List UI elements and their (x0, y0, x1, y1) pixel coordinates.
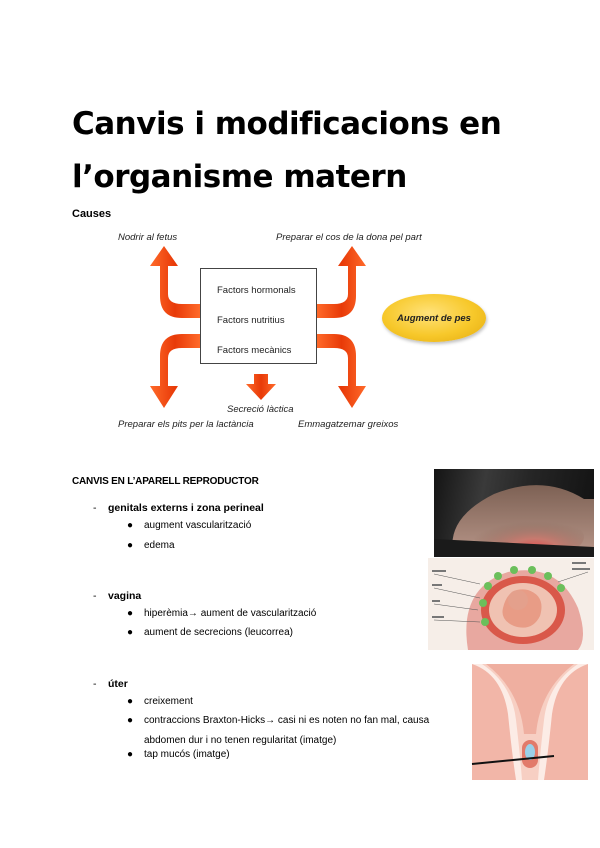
bullet: ● (127, 749, 134, 760)
bullet: ● (127, 715, 134, 726)
bullet: ● (127, 627, 134, 638)
dash-marker: - (93, 678, 97, 690)
factor-nutritius: Factors nutritius (217, 315, 285, 326)
bullet: ● (127, 696, 134, 707)
label-emmagatzemar: Emmagatzemar greixos (298, 419, 399, 430)
list-item: aument de secrecions (leucorrea) (144, 627, 293, 638)
augment-de-pes-ellipse: Augment de pes (382, 294, 486, 342)
factors-box (200, 268, 317, 364)
arrow-down-center (246, 374, 276, 400)
arrow-up-left (150, 246, 200, 318)
list-item: edema (144, 540, 175, 551)
uterus-cross-section-image (428, 558, 594, 650)
list-item: augment vascularització (144, 520, 252, 531)
group-heading: úter (108, 678, 128, 690)
bullet: ● (127, 608, 134, 619)
arrow-down-left (150, 334, 200, 408)
pointer-line (470, 740, 560, 770)
factor-mecanics: Factors mecànics (217, 345, 292, 356)
causes-diagram (112, 226, 492, 436)
list-item: hiperèmia→ aument de vascularització (144, 608, 317, 619)
factor-hormonals: Factors hormonals (217, 285, 296, 296)
label-nodrir: Nodrir al fetus (118, 232, 178, 243)
dash-marker: - (93, 502, 97, 514)
causes-label: Causes (72, 208, 112, 220)
label-secrecio: Secreció làctica (227, 404, 294, 415)
list-item: contraccions Braxton-Hicks→ casi ni es noten no fan mal, causa abdomen dur i no tenen regularitat (imatge) (144, 715, 430, 746)
arrow-up-right (317, 246, 366, 318)
dash-marker: - (93, 590, 97, 602)
pregnant-belly-photo (434, 469, 594, 557)
bullet: ● (127, 520, 134, 531)
label-preparar-pits: Preparar els pits per la lactància (118, 419, 254, 430)
list-item: creixement (144, 696, 193, 707)
label-preparar-cos: Preparar el cos de la dona pel part (276, 232, 422, 243)
bullet: ● (127, 540, 134, 551)
page-title: Canvis i modificacions en l’organisme matern (72, 106, 502, 195)
section-title: CANVIS EN L’APARELL REPRODUCTOR (72, 476, 259, 487)
group-heading: genitals externs i zona perineal (108, 502, 264, 514)
list-item: tap mucós (imatge) (144, 749, 230, 760)
group-heading: vagina (108, 590, 142, 602)
arrow-down-right (317, 334, 366, 408)
